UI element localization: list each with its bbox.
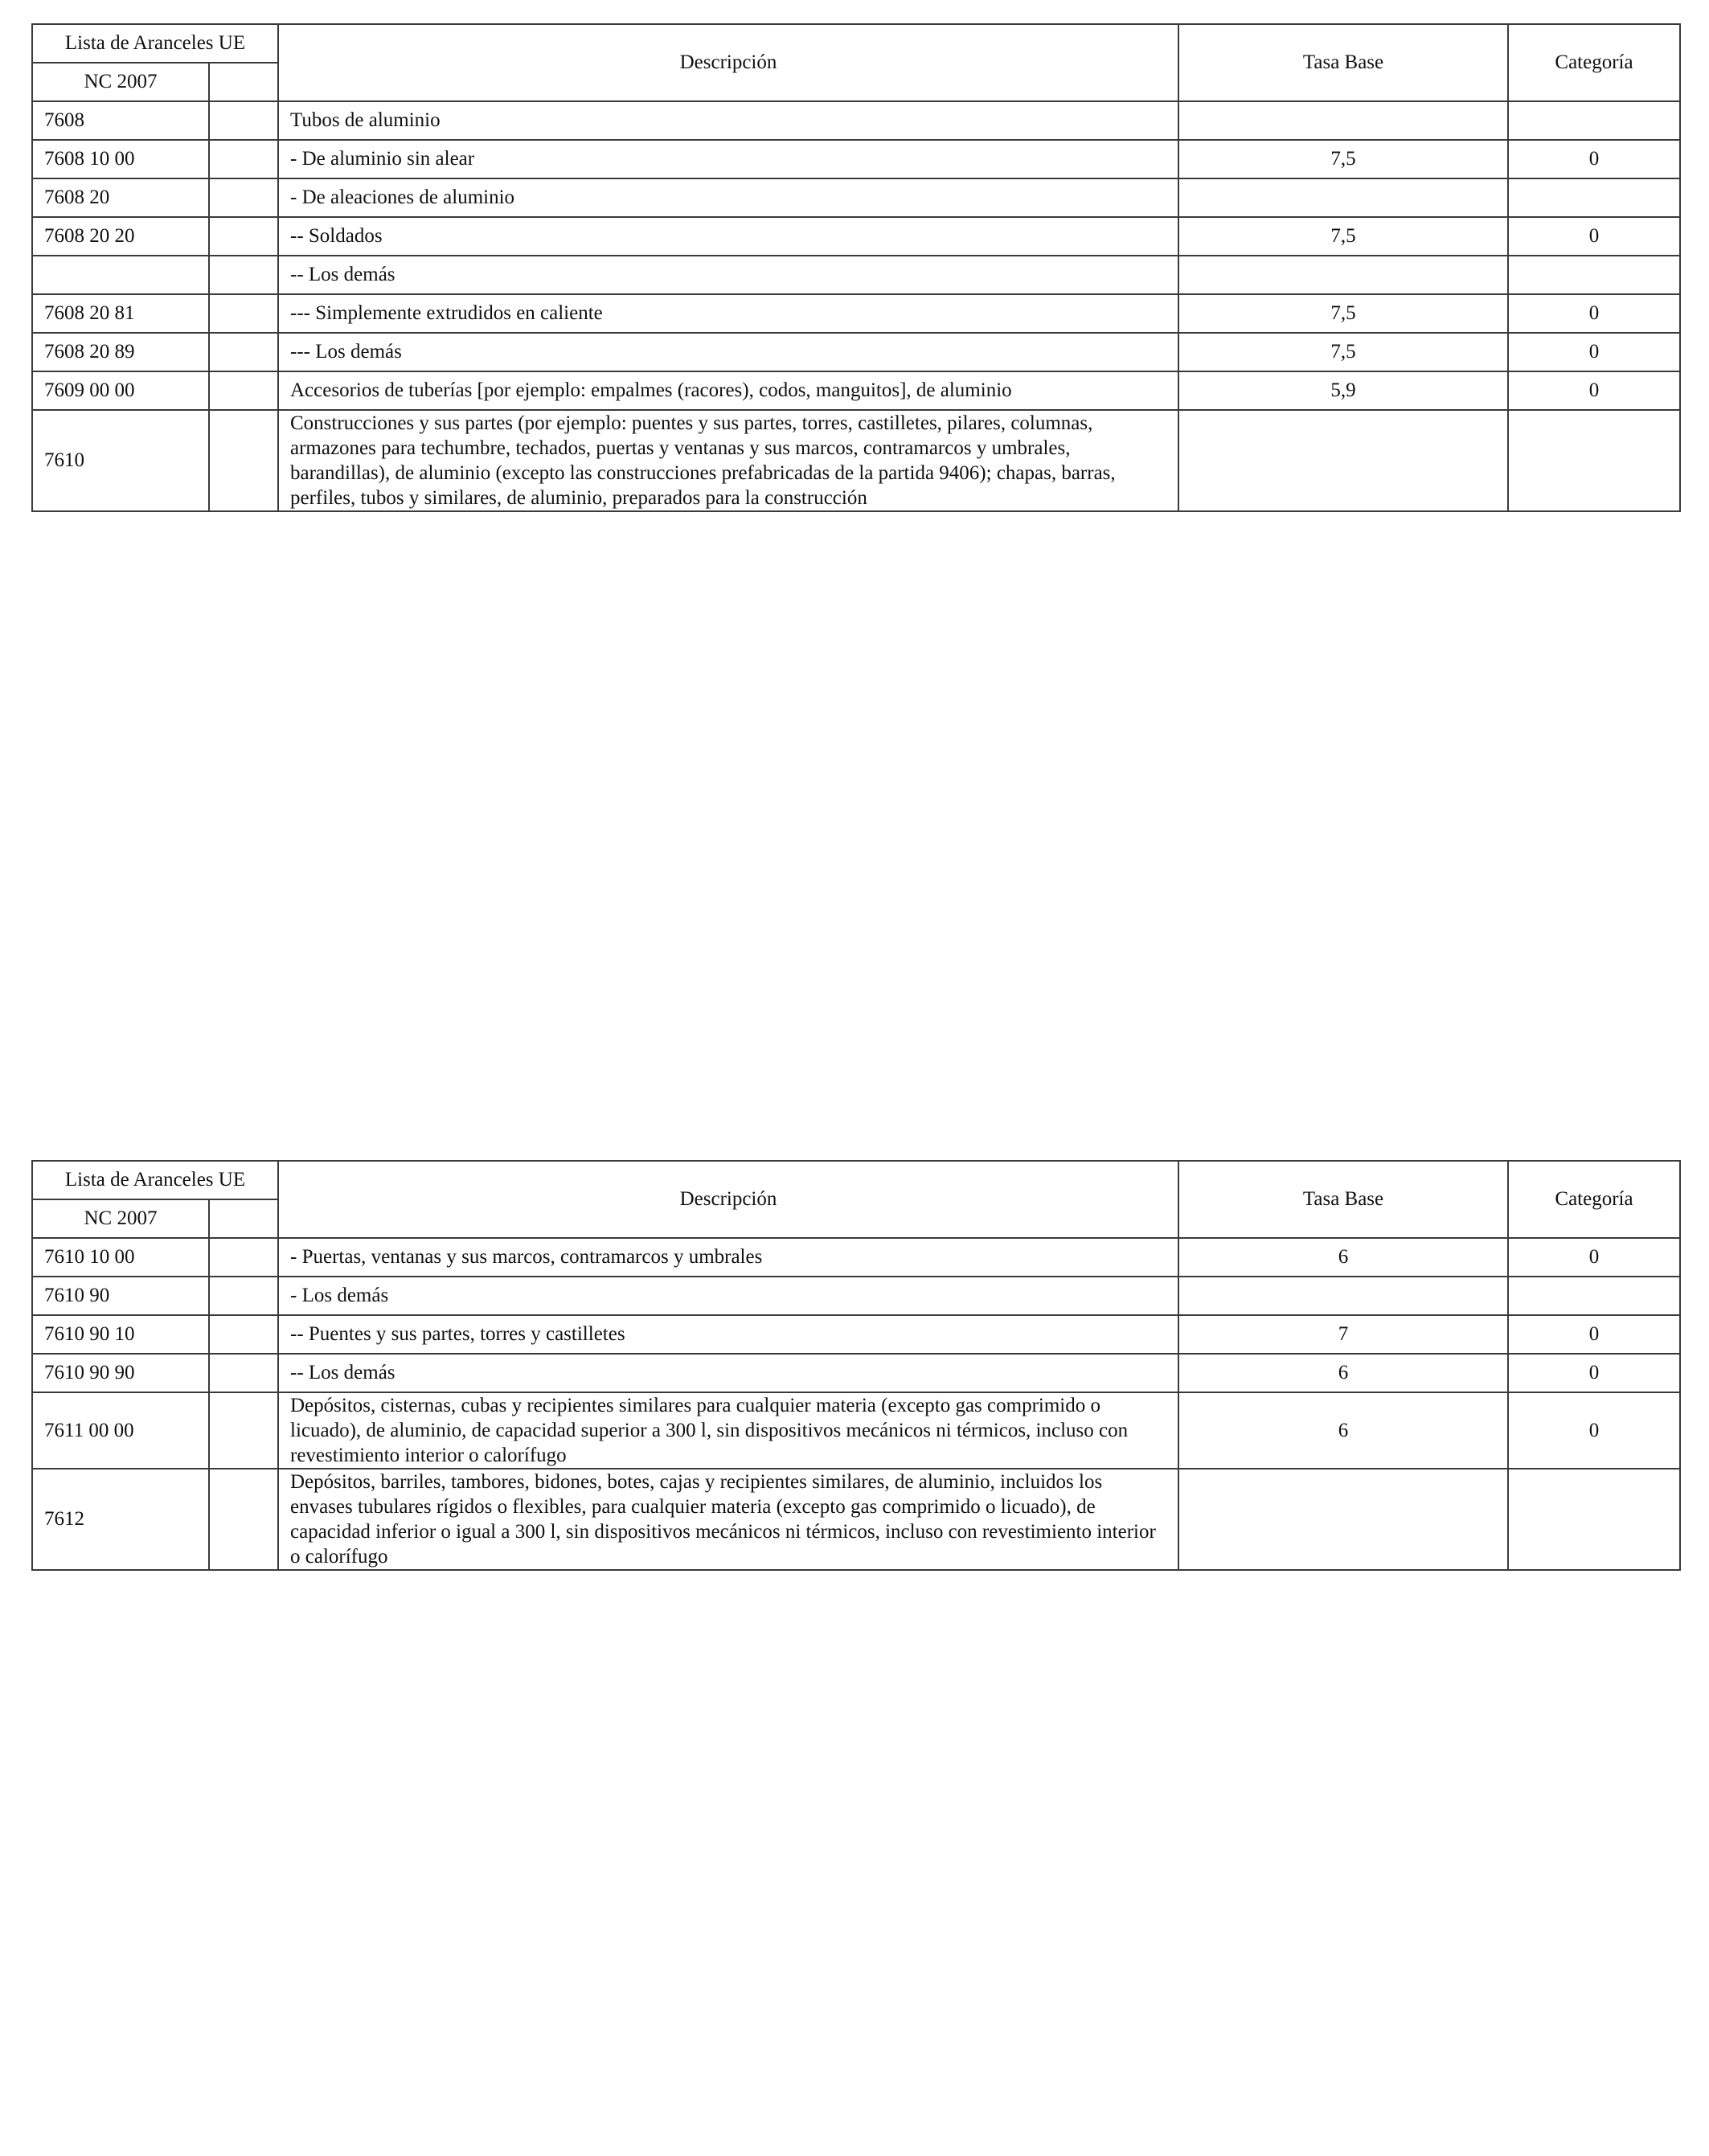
cell-empty bbox=[209, 371, 278, 410]
cell-category bbox=[1508, 410, 1680, 511]
cell-rate: 7,5 bbox=[1178, 333, 1508, 371]
header-row-top bbox=[32, 1161, 1680, 1199]
cell-rate: 7,5 bbox=[1178, 140, 1508, 178]
cell-code: 7612 bbox=[32, 1469, 209, 1570]
cell-code: 7608 bbox=[32, 101, 209, 140]
table-row bbox=[32, 333, 1680, 371]
header-category: Categoría bbox=[1508, 24, 1680, 101]
cell-category: 0 bbox=[1508, 1315, 1680, 1354]
cell-category bbox=[1508, 101, 1680, 140]
table-row bbox=[32, 1392, 1680, 1469]
cell-rate bbox=[1178, 410, 1508, 511]
cell-description: --- Los demás bbox=[278, 333, 1178, 371]
cell-code: 7610 10 00 bbox=[32, 1238, 209, 1277]
table-row bbox=[32, 1315, 1680, 1354]
cell-description: - De aluminio sin alear bbox=[278, 140, 1178, 178]
cell-category: 0 bbox=[1508, 333, 1680, 371]
table-row bbox=[32, 1354, 1680, 1392]
cell-rate bbox=[1178, 101, 1508, 140]
header-list-title: Lista de Aranceles UE bbox=[32, 1161, 278, 1199]
cell-empty bbox=[209, 1277, 278, 1315]
header-description: Descripción bbox=[278, 24, 1178, 101]
cell-code: 7608 10 00 bbox=[32, 140, 209, 178]
cell-category: 0 bbox=[1508, 371, 1680, 410]
cell-empty bbox=[209, 101, 278, 140]
cell-empty bbox=[209, 1315, 278, 1354]
cell-code: 7610 90 90 bbox=[32, 1354, 209, 1392]
cell-description: - Los demás bbox=[278, 1277, 1178, 1315]
header-empty-cell bbox=[209, 63, 278, 101]
cell-empty bbox=[209, 1469, 278, 1570]
cell-category: 0 bbox=[1508, 1354, 1680, 1392]
cell-code: 7608 20 81 bbox=[32, 294, 209, 333]
table-row bbox=[32, 1277, 1680, 1315]
cell-description: Depósitos, cisternas, cubas y recipientes similares para cualquier materia (excepto gas comprimido o licuado), de aluminio, de capacidad superior a 300 l, sin dispositivos mecánicos ni térmicos, incluso con revestimiento interior o calorífugo bbox=[278, 1392, 1178, 1469]
header-description: Descripción bbox=[278, 1161, 1178, 1238]
cell-code bbox=[32, 256, 209, 294]
cell-category bbox=[1508, 256, 1680, 294]
header-list-title: Lista de Aranceles UE bbox=[32, 24, 278, 63]
cell-code: 7608 20 20 bbox=[32, 217, 209, 256]
header-category: Categoría bbox=[1508, 1161, 1680, 1238]
cell-rate bbox=[1178, 1469, 1508, 1570]
cell-empty bbox=[209, 1392, 278, 1469]
header-row-top bbox=[32, 24, 1680, 63]
header-empty-cell bbox=[209, 1199, 278, 1238]
cell-category: 0 bbox=[1508, 217, 1680, 256]
cell-category: 0 bbox=[1508, 294, 1680, 333]
cell-description: -- Los demás bbox=[278, 1354, 1178, 1392]
table-row bbox=[32, 140, 1680, 178]
tariff-table-2 bbox=[31, 1160, 1681, 1571]
cell-rate bbox=[1178, 256, 1508, 294]
cell-rate bbox=[1178, 1277, 1508, 1315]
cell-category: 0 bbox=[1508, 1238, 1680, 1277]
cell-category: 0 bbox=[1508, 1392, 1680, 1469]
table-row bbox=[32, 178, 1680, 217]
table-row bbox=[32, 1238, 1680, 1277]
cell-rate: 6 bbox=[1178, 1392, 1508, 1469]
table-row bbox=[32, 294, 1680, 333]
cell-category bbox=[1508, 1469, 1680, 1570]
table-row bbox=[32, 256, 1680, 294]
cell-description: Accesorios de tuberías [por ejemplo: empalmes (racores), codos, manguitos], de aluminio bbox=[278, 371, 1178, 410]
cell-description: Construcciones y sus partes (por ejemplo: puentes y sus partes, torres, castilletes, pilares, columnas, armazones para techumbre, techados, puertas y ventanas y sus marcos, contramarcos y umbrales, barandillas), de aluminio (excepto las construcciones prefabricadas de la partida 9406); chapas, barras, perfiles, tubos y similares, de aluminio, preparados para la construcción bbox=[278, 410, 1178, 511]
cell-empty bbox=[209, 333, 278, 371]
cell-description: -- Soldados bbox=[278, 217, 1178, 256]
cell-rate: 5,9 bbox=[1178, 371, 1508, 410]
cell-code: 7608 20 89 bbox=[32, 333, 209, 371]
header-nc-label: NC 2007 bbox=[32, 1199, 209, 1238]
cell-rate: 7,5 bbox=[1178, 217, 1508, 256]
cell-code: 7608 20 bbox=[32, 178, 209, 217]
table-row bbox=[32, 410, 1680, 511]
cell-description: Tubos de aluminio bbox=[278, 101, 1178, 140]
cell-rate: 7,5 bbox=[1178, 294, 1508, 333]
cell-description: -- Los demás bbox=[278, 256, 1178, 294]
cell-empty bbox=[209, 140, 278, 178]
cell-rate: 6 bbox=[1178, 1354, 1508, 1392]
cell-empty bbox=[209, 1238, 278, 1277]
header-base-rate: Tasa Base bbox=[1178, 1161, 1508, 1238]
cell-empty bbox=[209, 178, 278, 217]
table-row bbox=[32, 101, 1680, 140]
cell-description: Depósitos, barriles, tambores, bidones, botes, cajas y recipientes similares, de aluminio, incluidos los envases tubulares rígidos o flexibles, para cualquier materia (excepto gas comprimido o licuado), de capacidad inferior o igual a 300 l, sin dispositivos mecánicos ni térmicos, incluso con revestimiento interior o calorífugo bbox=[278, 1469, 1178, 1570]
table-row bbox=[32, 1469, 1680, 1570]
tariff-table-1 bbox=[31, 23, 1681, 512]
cell-code: 7611 00 00 bbox=[32, 1392, 209, 1469]
cell-category: 0 bbox=[1508, 140, 1680, 178]
cell-code: 7609 00 00 bbox=[32, 371, 209, 410]
cell-description: - De aleaciones de aluminio bbox=[278, 178, 1178, 217]
cell-category bbox=[1508, 1277, 1680, 1315]
cell-rate: 7 bbox=[1178, 1315, 1508, 1354]
table-row bbox=[32, 217, 1680, 256]
table-row bbox=[32, 371, 1680, 410]
cell-empty bbox=[209, 256, 278, 294]
cell-code: 7610 90 10 bbox=[32, 1315, 209, 1354]
cell-empty bbox=[209, 1354, 278, 1392]
cell-description: - Puertas, ventanas y sus marcos, contramarcos y umbrales bbox=[278, 1238, 1178, 1277]
header-nc-label: NC 2007 bbox=[32, 63, 209, 101]
cell-code: 7610 bbox=[32, 410, 209, 511]
cell-empty bbox=[209, 294, 278, 333]
cell-code: 7610 90 bbox=[32, 1277, 209, 1315]
cell-category bbox=[1508, 178, 1680, 217]
cell-empty bbox=[209, 410, 278, 511]
cell-empty bbox=[209, 217, 278, 256]
cell-rate bbox=[1178, 178, 1508, 217]
cell-rate: 6 bbox=[1178, 1238, 1508, 1277]
cell-description: -- Puentes y sus partes, torres y castilletes bbox=[278, 1315, 1178, 1354]
cell-description: --- Simplemente extrudidos en caliente bbox=[278, 294, 1178, 333]
header-base-rate: Tasa Base bbox=[1178, 24, 1508, 101]
